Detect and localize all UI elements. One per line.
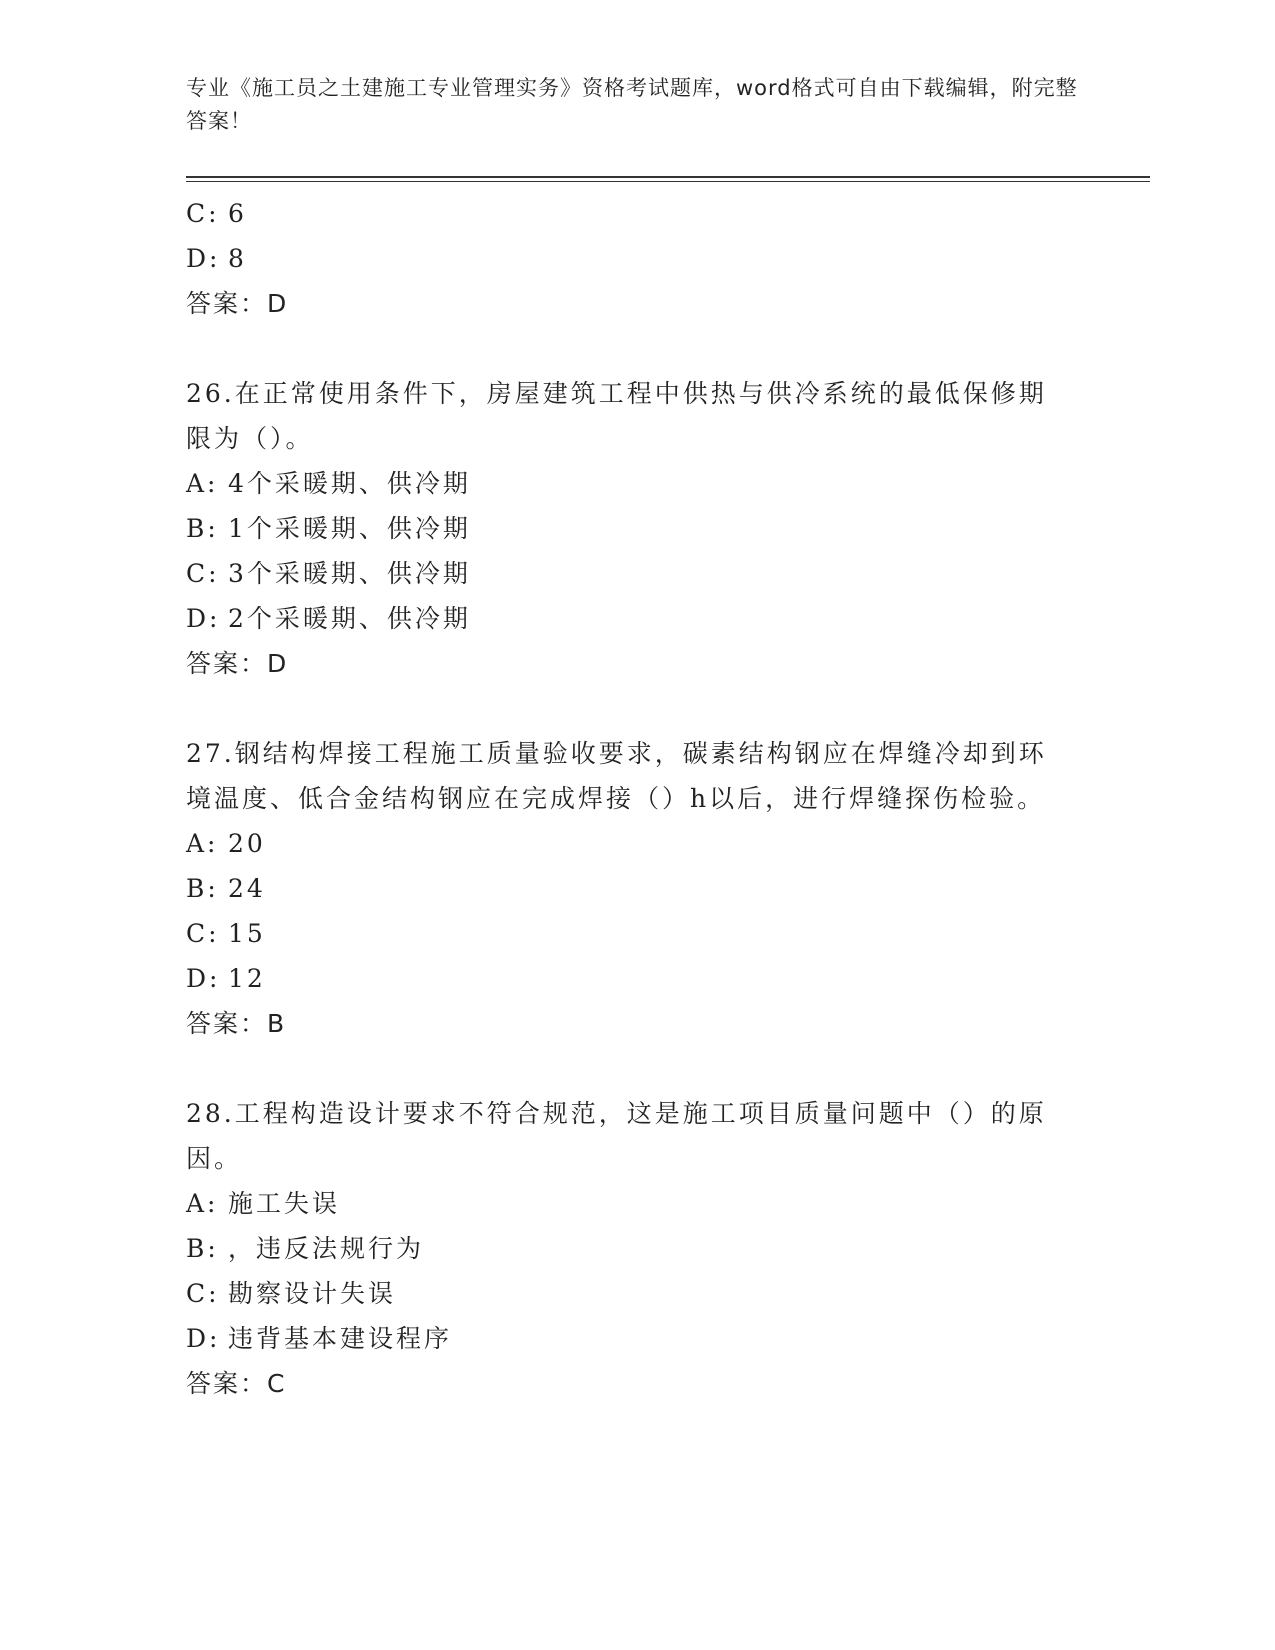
option-b: B: 24	[186, 874, 266, 903]
prev-question-block	[186, 191, 1086, 326]
option-c: C: 3个采暖期、供冷期	[186, 559, 471, 588]
option-c: C: 6	[186, 199, 247, 228]
question-text: 26.在正常使用条件下，房屋建筑工程中供热与供冷系统的最低保修期限为（）。	[186, 379, 1047, 453]
option-b: B: 1个采暖期、供冷期	[186, 514, 471, 543]
option-a: A: 施工失误	[186, 1189, 341, 1218]
option-c: C: 勘察设计失误	[186, 1279, 397, 1308]
option-d: D: 12	[186, 964, 266, 993]
option-d: D: 8	[186, 244, 247, 273]
option-d: D: 2个采暖期、供冷期	[186, 604, 471, 633]
question-27-block	[186, 731, 1086, 1046]
question-28-block	[186, 1091, 1086, 1406]
answer-line: 答案：D	[186, 289, 289, 318]
answer-line: 答案：B	[186, 1009, 287, 1038]
document-body	[186, 191, 1086, 1406]
question-text: 27.钢结构焊接工程施工质量验收要求，碳素结构钢应在焊缝冷却到环境温度、低合金结构钢应在完成焊接（）h以后，进行焊缝探伤检验。	[186, 739, 1047, 813]
option-a: A: 20	[186, 829, 266, 858]
option-d: D: 违背基本建设程序	[186, 1324, 453, 1353]
page-header: 专业《施工员之土建施工专业管理实务》资格考试题库，word格式可自由下载编辑，附完整答案！	[186, 76, 1078, 133]
answer-line: 答案：C	[186, 1369, 287, 1398]
answer-line: 答案：D	[186, 649, 289, 678]
option-b: B: ，违反法规行为	[186, 1234, 425, 1263]
question-26-block	[186, 371, 1086, 686]
question-text: 28.工程构造设计要求不符合规范，这是施工项目质量问题中（）的原因。	[186, 1099, 1047, 1173]
header-divider-thin	[186, 181, 1150, 182]
option-a: A: 4个采暖期、供冷期	[186, 469, 471, 498]
header-divider	[186, 176, 1150, 178]
option-c: C: 15	[186, 919, 266, 948]
